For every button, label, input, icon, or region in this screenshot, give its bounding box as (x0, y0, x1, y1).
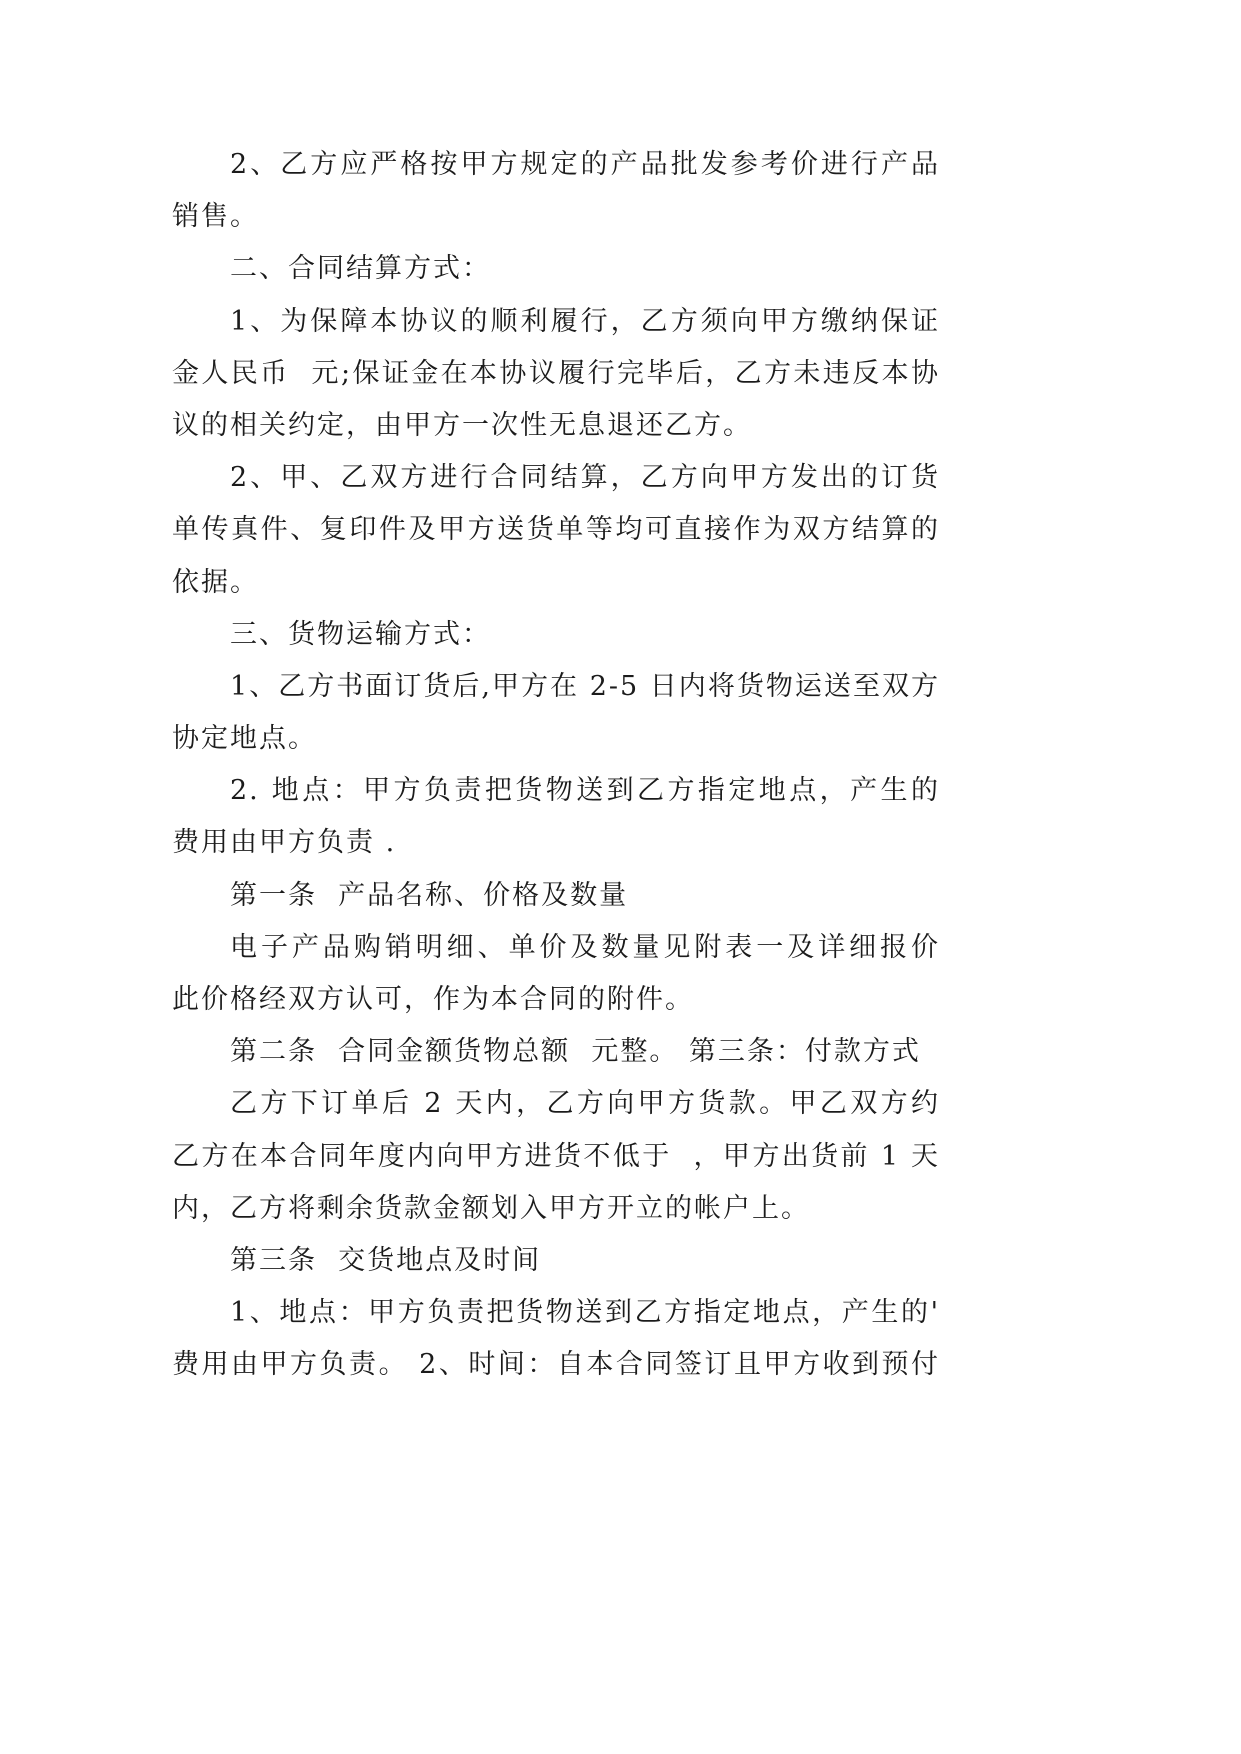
text-line: 电子产品购销明细、单价及数量见附表一及详细报价 (230, 931, 940, 963)
text-line: 此价格经双方认可，作为本合同的附件。 (172, 984, 694, 1015)
text-line: 内，乙方将剩余货款金额划入甲方开立的帐户上。 (172, 1192, 810, 1224)
text-line: 2. 地点：甲方负责把货物送到乙方指定地点，产生的 (230, 775, 940, 807)
text-line: 议的相关约定，由甲方一次性无息退还乙方。 (172, 409, 752, 441)
text-line: 费用由甲方负责 . (172, 827, 397, 859)
text-line: 依据。 (172, 566, 259, 598)
text-line: 1、乙方书面订货后,甲方在 2-5 日内将货物运送至双方 (230, 670, 940, 702)
article-heading: 第二条 合同金额货物总额 元整。 第三条：付款方式 (230, 1036, 921, 1068)
text-line: 1、为保障本协议的顺利履行，乙方须向甲方缴纳保证 (230, 305, 940, 337)
text-line: 2、甲、乙双方进行合同结算，乙方向甲方发出的订货 (230, 462, 940, 494)
text-line: 销售。 (172, 201, 259, 233)
document-body (172, 139, 940, 1392)
section-heading: 二、合同结算方式： (230, 253, 491, 285)
text-line: 乙方在本合同年度内向甲方进货不低于 ，甲方出货前 1 天 (172, 1140, 940, 1172)
text-line: 协定地点。 (172, 723, 317, 755)
text-line: 金人民币 元;保证金在本协议履行完毕后，乙方未违反本协 (172, 357, 940, 389)
article-heading: 第三条 交货地点及时间 (230, 1244, 542, 1276)
article-heading: 第一条 产品名称、价格及数量 (230, 879, 629, 911)
text-line: 乙方下订单后 2 天内，乙方向甲方货款。甲乙双方约 (230, 1088, 940, 1120)
text-line: 2、乙方应严格按甲方规定的产品批发参考价进行产品 (230, 149, 940, 180)
text-line: 费用由甲方负责。 2、时间：自本合同签订且甲方收到预付 (172, 1349, 940, 1381)
text-line: 单传真件、复印件及甲方送货单等均可直接作为双方结算的 (172, 514, 940, 546)
section-heading: 三、货物运输方式： (230, 618, 491, 650)
text-line: 1、地点：甲方负责把货物送到乙方指定地点，产生的' (230, 1297, 940, 1329)
